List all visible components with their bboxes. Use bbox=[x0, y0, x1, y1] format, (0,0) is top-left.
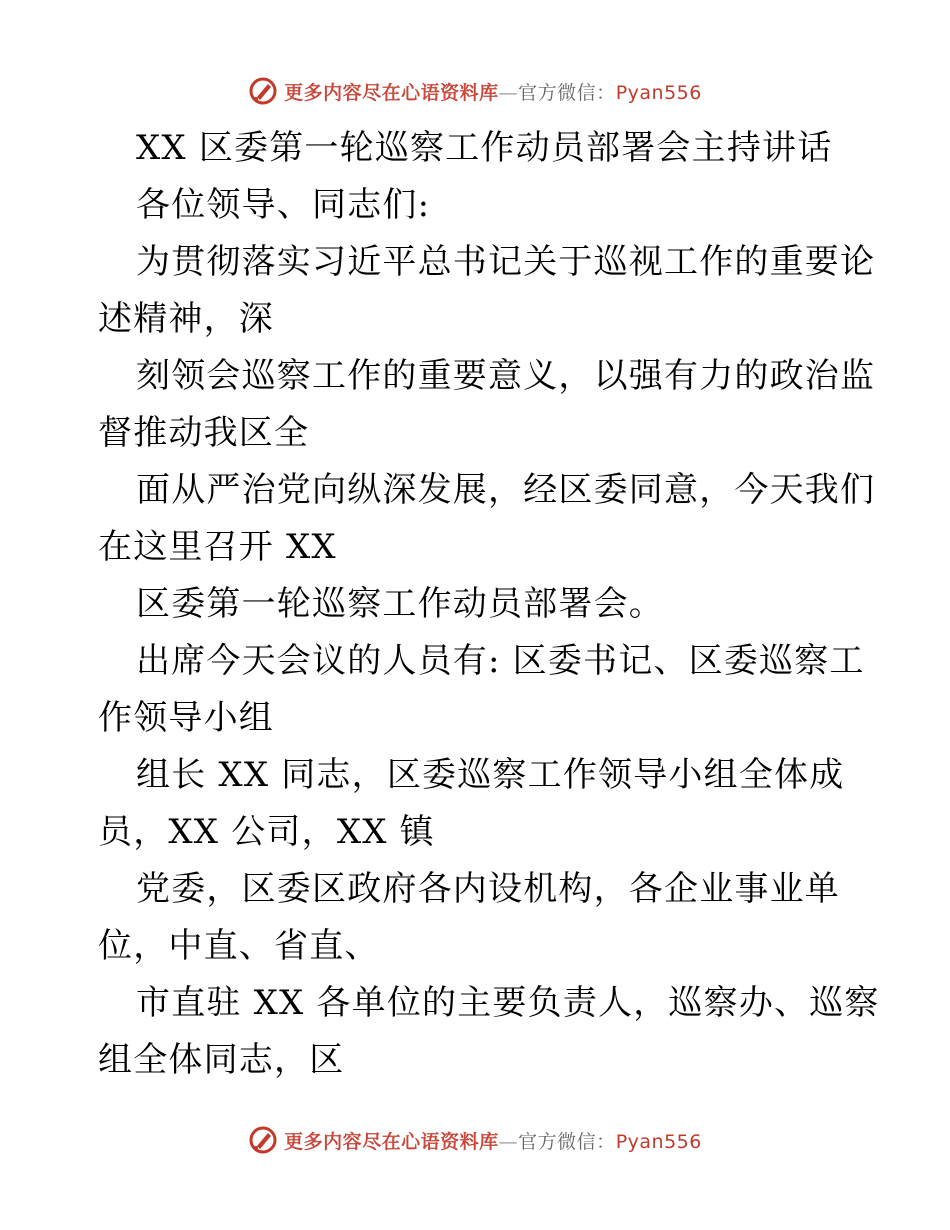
doc-line: 述精神，深 bbox=[98, 299, 274, 339]
doc-line: 党委，区委区政府各内设机构，各企业事业单 bbox=[136, 869, 840, 909]
watermark-text bbox=[284, 1127, 702, 1154]
footer-watermark bbox=[0, 1120, 950, 1160]
doc-line: 组全体同志，区 bbox=[98, 1040, 345, 1080]
watermark-main: 更多内容尽在心语资料库 bbox=[284, 1130, 499, 1153]
pen-logo-icon bbox=[248, 1125, 278, 1155]
watermark-sub: 官方微信： bbox=[518, 1130, 616, 1153]
doc-line: 督推动我区全 bbox=[98, 413, 310, 453]
doc-line: 位，中直、省直、 bbox=[98, 926, 380, 966]
watermark-main: 更多内容尽在心语资料库 bbox=[284, 81, 499, 104]
doc-line: 市直驻 XX 各单位的主要负责人，巡察办、巡察 bbox=[136, 983, 880, 1023]
header-watermark bbox=[0, 71, 950, 111]
doc-line: 在这里召开 XX bbox=[98, 527, 337, 567]
watermark-id: Pyan556 bbox=[615, 81, 702, 104]
watermark-sub: 官方微信： bbox=[518, 81, 616, 104]
doc-line: 区委第一轮巡察工作动员部署会。 bbox=[136, 584, 664, 624]
doc-line: XX 区委第一轮巡察工作动员部署会主持讲话 bbox=[136, 128, 833, 168]
watermark-id: Pyan556 bbox=[615, 1130, 702, 1153]
doc-line: 组长 XX 同志，区委巡察工作领导小组全体成 bbox=[136, 755, 845, 795]
watermark-text bbox=[284, 78, 702, 105]
pen-logo-icon bbox=[248, 76, 278, 106]
watermark-dash: — bbox=[498, 1130, 519, 1153]
doc-line: 出席今天会议的人员有: 区委书记、区委巡察工 bbox=[136, 641, 865, 681]
doc-line: 为贯彻落实习近平总书记关于巡视工作的重要论 bbox=[136, 242, 876, 282]
doc-line: 员，XX 公司，XX 镇 bbox=[98, 812, 435, 852]
watermark-dash: — bbox=[498, 81, 519, 104]
doc-line: 面从严治党向纵深发展，经区委同意，今天我们 bbox=[136, 470, 876, 510]
doc-line: 作领导小组 bbox=[98, 698, 274, 738]
doc-line: 刻领会巡察工作的重要意义，以强有力的政治监 bbox=[136, 356, 876, 396]
doc-line: 各位领导、同志们: bbox=[136, 185, 431, 225]
document-body bbox=[98, 120, 880, 1089]
